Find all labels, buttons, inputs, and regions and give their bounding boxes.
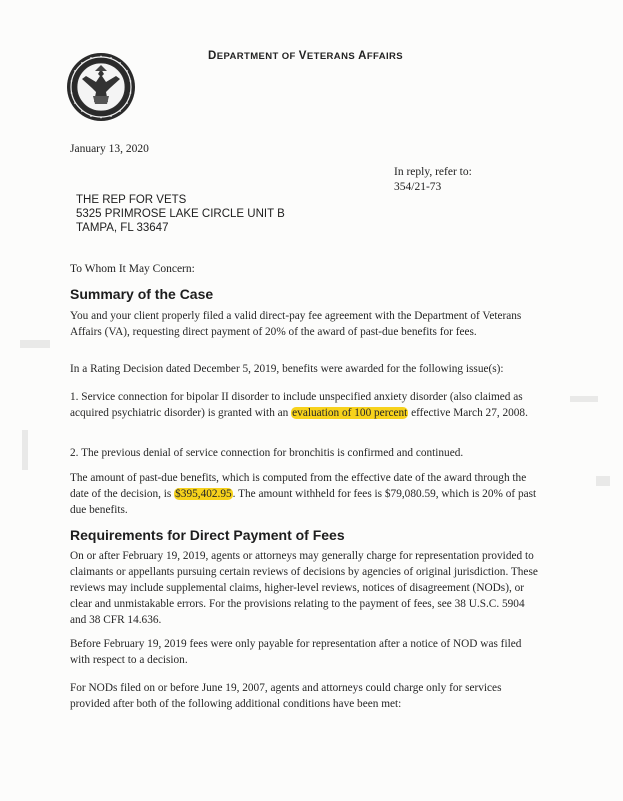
scan-artifact	[596, 476, 610, 486]
department-header: DEPARTMENT OF VETERANS AFFAIRS	[208, 50, 404, 62]
address-line-2: 5325 PRIMROSE LAKE CIRCLE UNIT B	[76, 208, 285, 220]
reply-label: In reply, refer to:	[394, 166, 472, 178]
scan-artifact	[570, 396, 598, 402]
requirements-heading: Requirements for Direct Payment of Fees	[70, 527, 345, 543]
summary-paragraph-5	[70, 470, 540, 518]
summary-heading: Summary of the Case	[70, 286, 214, 302]
summary-paragraph-2: In a Rating Decision dated December 5, 2019, benefits were awarded for the following issue(s):	[70, 363, 504, 375]
summary-paragraph-1: You and your client properly filed a valid direct-pay fee agreement with the Department of Veterans Affairs (VA), requesting direct payment of 20% of the award of past-due benefits for fees.	[70, 310, 522, 338]
address-line-1: THE REP FOR VETS	[76, 194, 187, 206]
recipient-address	[76, 193, 285, 235]
letter-date: January 13, 2020	[70, 143, 149, 155]
requirements-paragraph-3: For NODs filed on or before June 19, 2007, agents and attorneys could charge only for services provided after both of the following additional conditions have been met:	[70, 682, 502, 710]
summary-issue-2: 2. The previous denial of service connection for bronchitis is confirmed and continued.	[70, 447, 464, 459]
scan-artifact	[20, 340, 50, 348]
summary-issue-1	[70, 389, 540, 421]
issue-1-text-a: 1. Service connection for bipolar II disorder to include unspecified anxiety disorder (also claimed as acquired psychiatric disorder) is granted with an	[70, 391, 523, 419]
address-line-3: TAMPA, FL 33647	[76, 222, 169, 234]
reply-ref-number: 354/21-73	[394, 181, 442, 193]
requirements-paragraph-2: Before February 19, 2019 fees were only payable for representation after a notice of NOD was filed with respect to a decision.	[70, 638, 522, 666]
requirements-paragraph-1: On or after February 19, 2019, agents or attorneys may generally charge for representation provided to claimants or appellants pursuing certain reviews of decisions by agencies of original jurisdiction. These reviews may include supplemental claims, higher-level reviews, notices of disagreement (NODs), or clear and unmistakable errors. For the provisions relating to the payment of fees, see 38 U.S.C. 5904 and 38 CFR 14.636.	[70, 550, 538, 626]
highlight-past-due-amount: $395,402.95	[175, 488, 232, 500]
issue-1-text-b: effective March 27, 2008.	[408, 407, 528, 419]
scan-artifact	[22, 430, 28, 470]
va-seal-icon	[66, 52, 136, 122]
past-due-text-b: . The amount withheld for fees is $79,080.59, which is 20% of past due benefits.	[70, 488, 537, 516]
past-due-text-a: The amount of past-due benefits, which is computed from the effective date of the award through the date of the decision, is	[70, 472, 527, 500]
reply-reference	[394, 165, 472, 195]
salutation: To Whom It May Concern:	[70, 263, 195, 275]
highlight-evaluation: evaluation of 100 percent	[292, 407, 408, 419]
